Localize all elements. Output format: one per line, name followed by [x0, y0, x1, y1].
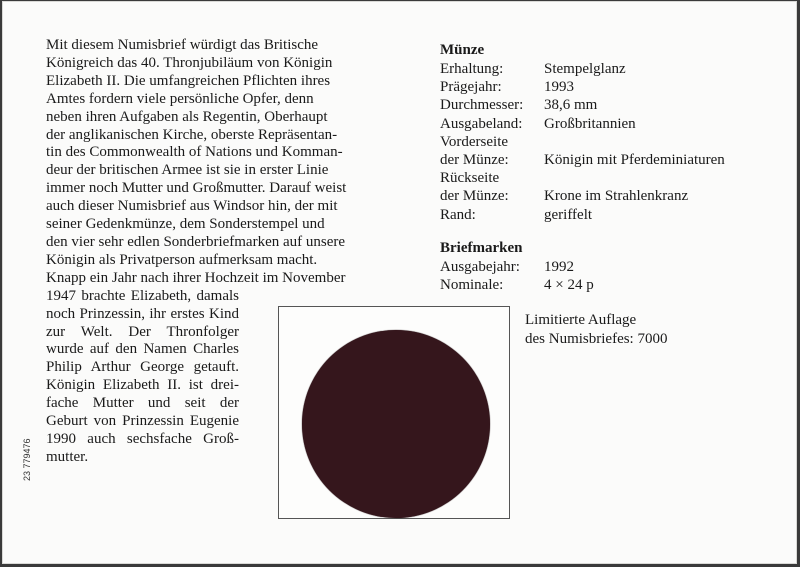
text-line: Philip Arthur George getauft. — [46, 359, 239, 376]
text-line: zur Welt. Der Thronfolger — [46, 323, 239, 340]
detail-key: Rand: — [440, 206, 476, 223]
detail-row — [440, 258, 594, 276]
detail-key: Ausgabeland: — [440, 115, 523, 132]
text-line: Elizabeth II. Die umfangreichen Pflichten ihres — [46, 72, 331, 89]
text-line: fache Mutter und seit der — [46, 395, 239, 412]
text-line: 1947 brachte Elizabeth, damals — [46, 287, 239, 304]
detail-key: Prägejahr: — [440, 79, 502, 96]
text-line: mutter. — [46, 448, 89, 465]
detail-key: der Münze: — [440, 188, 509, 205]
coin-heading: Münze — [440, 42, 485, 58]
detail-key: Durchmesser: — [440, 97, 524, 114]
serial-code: 23 779476 — [22, 438, 32, 481]
detail-key: Vorderseite — [440, 133, 509, 150]
text-line: tin des Commonwealth of Nations und Komman- — [46, 144, 343, 161]
text-line: noch Prinzessin, ihr erstes Kind — [46, 305, 239, 322]
detail-row — [440, 276, 594, 294]
stamp-details — [440, 239, 594, 294]
text-line: immer noch Mutter und Großmutter. Darauf weist — [46, 180, 347, 197]
detail-row — [440, 187, 725, 205]
detail-value: 38,6 mm — [544, 97, 598, 114]
detail-key: Nominale: — [440, 277, 504, 294]
detail-row — [440, 151, 725, 169]
text-line: seiner Gedenkmünze, dem Sonderstempel und — [46, 216, 325, 233]
description-text — [46, 37, 347, 467]
text-line: wurde auf den Namen Charles — [46, 341, 239, 358]
text-line: Königreich das 40. Thronjubiläum von Königin — [46, 54, 333, 71]
text-line: Mit diesem Numisbrief würdigt das Britische — [46, 37, 319, 53]
text-line: 1990 auch sechsfache Groß- — [46, 430, 239, 447]
detail-row — [440, 133, 725, 151]
coin-details — [440, 41, 725, 224]
detail-row — [440, 60, 725, 78]
detail-row — [440, 206, 725, 224]
detail-key: Erhaltung: — [440, 61, 504, 77]
detail-key: Ausgabejahr: — [440, 259, 520, 275]
detail-value: Großbritannien — [544, 115, 636, 132]
text-line: Amtes fordern viele persönliche Opfer, denn — [46, 90, 314, 107]
text-line: deur der britischen Armee ist sie in erster Linie — [46, 162, 329, 179]
detail-key: Rückseite — [440, 170, 500, 187]
text-line: der anglikanischen Kirche, oberste Repräsentan- — [46, 126, 338, 143]
text-line: den vier sehr edlen Sonderbriefmarken auf unsere — [46, 233, 346, 250]
text-line: neben ihren Aufgaben als Regentin, Oberhaupt — [46, 108, 328, 125]
detail-value: 4 × 24 p — [544, 277, 594, 294]
detail-value: 1993 — [544, 79, 574, 96]
limited-line-2: des Numisbriefes: 7000 — [525, 331, 668, 347]
text-line: Königin als Privatperson aufmerksam macht. — [46, 251, 318, 268]
paragraph-1 — [46, 37, 347, 270]
text-line: Königin Elizabeth II. ist drei- — [46, 377, 239, 394]
text-line: Knapp ein Jahr nach ihrer Hochzeit im November — [46, 269, 346, 286]
detail-value: geriffelt — [544, 206, 593, 223]
limited-edition — [525, 311, 667, 349]
detail-value: Königin mit Pferdeminiaturen — [544, 152, 725, 169]
detail-row — [440, 78, 725, 96]
numisbrief-card — [2, 1, 797, 564]
text-line: auch dieser Numisbrief aus Windsor hin, der mit — [46, 198, 338, 215]
detail-value: Krone im Strahlenkranz — [544, 188, 689, 205]
detail-row — [440, 169, 725, 187]
detail-value: 1992 — [544, 259, 574, 275]
stamp-heading: Briefmarken — [440, 240, 523, 256]
paragraph-2 — [46, 269, 346, 467]
coin-disc — [302, 330, 490, 518]
detail-row — [440, 115, 725, 133]
detail-row — [440, 96, 725, 114]
detail-key: der Münze: — [440, 152, 509, 169]
limited-line-1: Limitierte Auflage — [525, 312, 637, 328]
detail-value: Stempelglanz — [544, 61, 626, 77]
text-line: Geburt von Prinzessin Eugenie — [46, 413, 239, 430]
